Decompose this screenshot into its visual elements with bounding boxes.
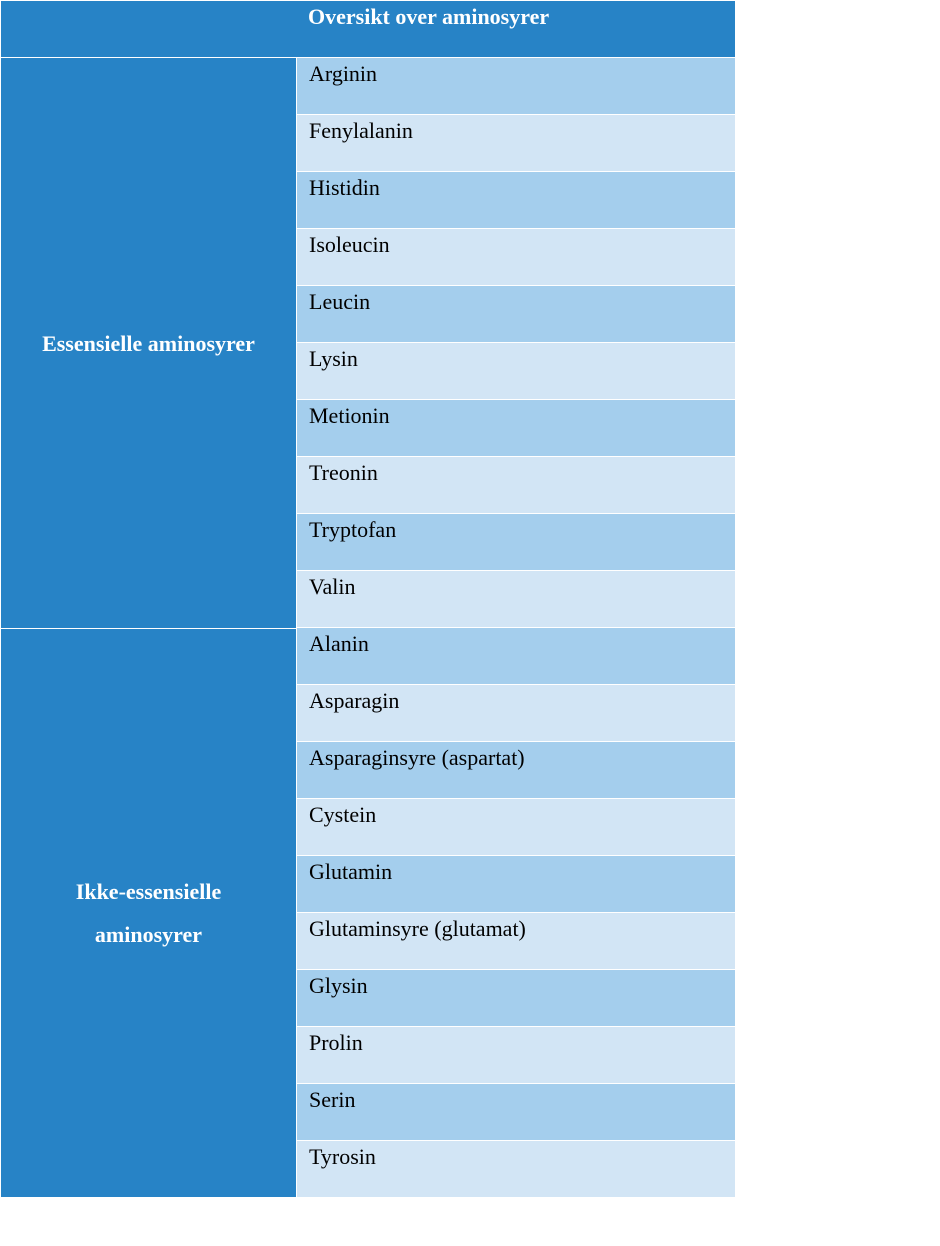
list-item: Glysin <box>297 970 735 1027</box>
table-title: Oversikt over aminosyrer <box>308 4 550 29</box>
group-label-non-essential: Ikke-essensielle aminosyrer <box>1 628 296 1197</box>
group-non-essential <box>1 628 735 1197</box>
list-item: Leucin <box>297 286 735 343</box>
group-essential <box>1 58 735 628</box>
list-item: Valin <box>297 571 735 628</box>
list-item: Treonin <box>297 457 735 514</box>
group-items-essential <box>296 58 735 628</box>
list-item: Alanin <box>297 628 735 685</box>
list-item: Metionin <box>297 400 735 457</box>
group-label-essential: Essensielle aminosyrer <box>1 58 296 628</box>
list-item: Fenylalanin <box>297 115 735 172</box>
amino-acid-table <box>1 1 735 1197</box>
list-item: Tryptofan <box>297 514 735 571</box>
list-item: Serin <box>297 1084 735 1141</box>
list-item: Glutaminsyre (glutamat) <box>297 913 735 970</box>
list-item: Cystein <box>297 799 735 856</box>
list-item: Asparaginsyre (aspartat) <box>297 742 735 799</box>
list-item: Glutamin <box>297 856 735 913</box>
list-item: Prolin <box>297 1027 735 1084</box>
list-item: Arginin <box>297 58 735 115</box>
group-items-non-essential <box>296 628 735 1197</box>
table-header-row <box>1 1 735 58</box>
list-item: Asparagin <box>297 685 735 742</box>
list-item: Isoleucin <box>297 229 735 286</box>
list-item: Histidin <box>297 172 735 229</box>
header-empty-cell <box>1 1 296 57</box>
list-item: Tyrosin <box>297 1141 735 1197</box>
list-item: Lysin <box>297 343 735 400</box>
